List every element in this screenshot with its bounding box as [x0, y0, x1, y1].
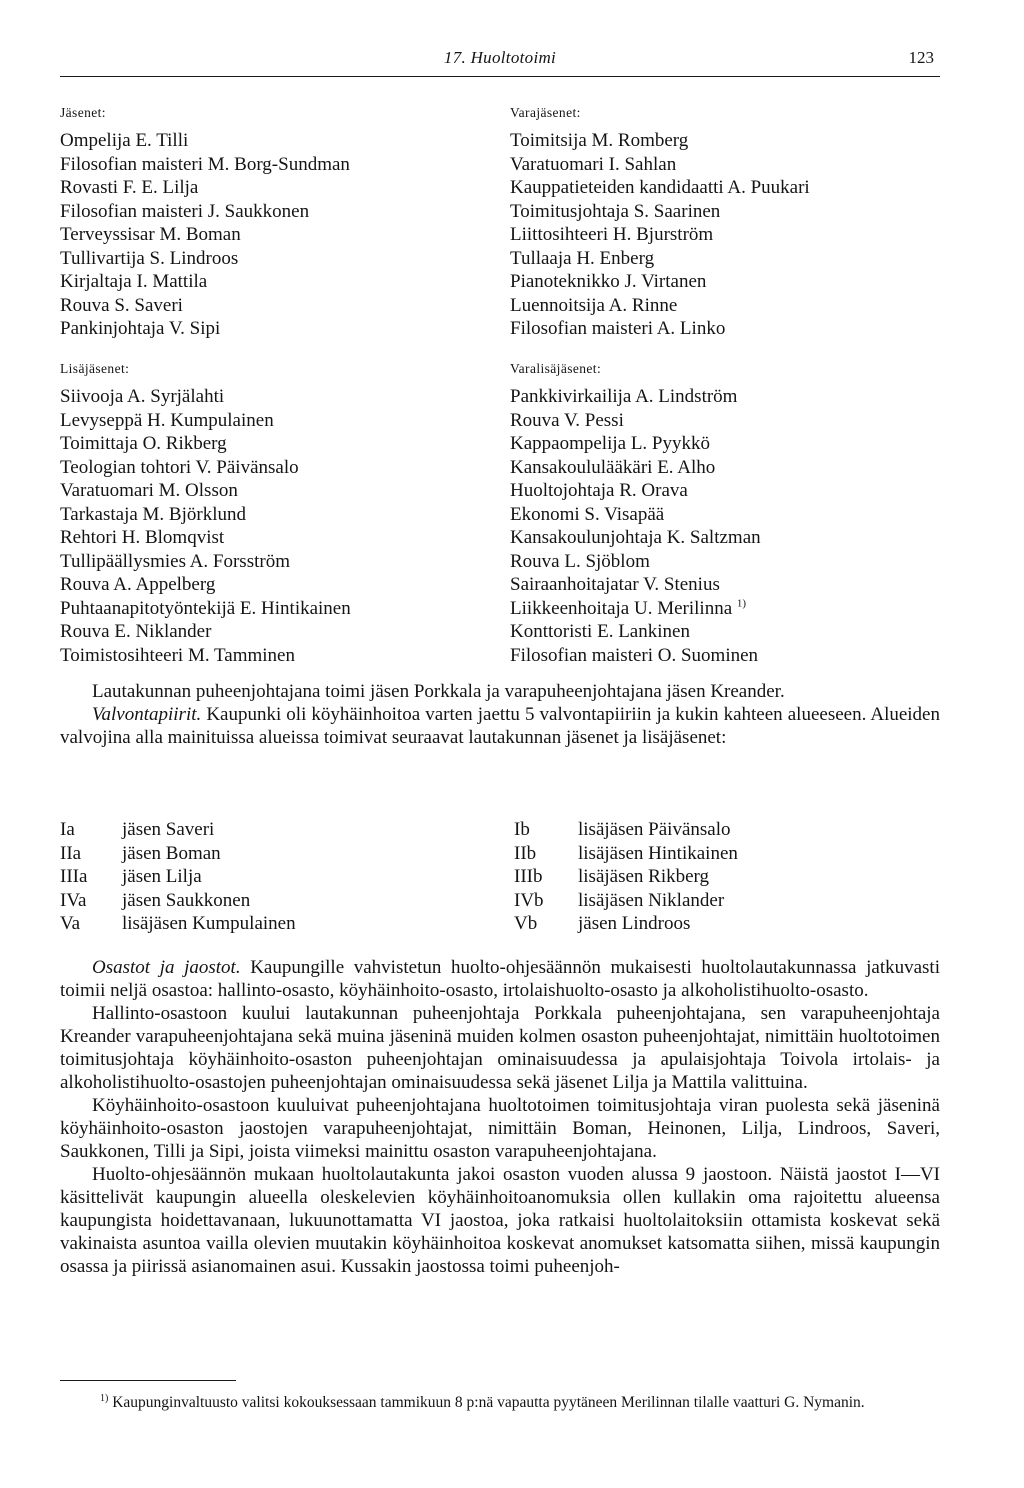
additional-members-list: [60, 360, 510, 667]
role-cell: jäsen Lilja: [122, 866, 202, 887]
list-item: Liittosihteeri H. Bjurström: [510, 224, 714, 245]
list-item: Filosofian maisteri A. Linko: [510, 318, 726, 339]
list-item: Pankkivirkailija A. Lindström: [510, 386, 738, 407]
list-item: Kansakoulunjohtaja K. Saltzman: [510, 527, 761, 548]
list-item: Tullaaja H. Enberg: [510, 247, 655, 269]
list-item: Varatuomari I. Sahlan: [510, 153, 677, 175]
list-item-text: Liikkeenhoitaja U. Merilinna: [510, 597, 733, 619]
sections-text: Kaupungille vahvistetun huolto-ohjesäännön mukaisesti huoltolautakunnassa jatkuvasti toimii neljä osastoa: hallinto-osasto, köyhäinhoito-osasto, irtolaishuolto-osasto ja alkoholistihuolto-osasto.: [60, 957, 940, 1001]
additional-members-heading: Lisäjäsenet:: [60, 361, 130, 376]
members-heading: Jäsenet:: [60, 105, 106, 120]
deputy-members-heading: Varajäsenet:: [510, 105, 581, 120]
role-cell: lisäjäsen Kumpulainen: [122, 913, 296, 934]
deputy-additional-members-heading: Varalisäjäsenet:: [510, 361, 602, 376]
area-cell: IIa: [60, 842, 82, 864]
list-item: Luennoitsija A. Rinne: [510, 294, 678, 316]
list-item: Varatuomari M. Olsson: [60, 480, 238, 501]
list-item: Kappaompelija L. Pyykkö: [510, 433, 710, 454]
header-rule: [60, 76, 940, 77]
role-cell: jäsen Lindroos: [578, 913, 691, 934]
deputy-additional-members-list: [510, 360, 960, 667]
list-item: Tullipäällysmies A. Forsström: [60, 550, 290, 572]
list-item: Kauppatieteiden kandidaatti A. Puukari: [510, 177, 810, 198]
list-item: Puhtaanapitotyöntekijä E. Hintikainen: [60, 597, 351, 619]
subsections-paragraph: Huolto-ohjesäännön mukaan huoltolautakunta jakoi osaston vuoden alussa 9 jaostoon. Näistä jaostot I—VI käsittelivät kaupungin alueella oleskelevien köyhäinhoitoanomuksia ollen kullakin oma rajoitettu alueensa kaupungista hoidettavanaan, lukuunottamatta VI jaostoa, joka ratkaisi huoltolaitoksiin ottamista koskevat sekä vakinaista asuntoa vailla olevien muutakin köyhäinhoitoa koskevat anomukset katsomatta siihen, missä kaupungin osassa ja piirissä asianomainen asui. Kussakin jaostossa toimi puheenjoh-: [60, 1164, 940, 1277]
sections-lead: Osastot ja jaostot.: [92, 957, 241, 978]
area-cell: Vb: [514, 913, 538, 934]
poor-relief-section-paragraph: Köyhäinhoito-osastoon kuuluivat puheenjohtajana huoltotoimen toimitusjohtaja viran puolesta sekä jäseninä köyhäinhoito-osaston jaostojen varapuheenjohtajat, nimittäin Boman, Heinonen, Lilja, Lindroos, Saveri, Saukkonen, Tilli ja Sipi, joista viimeksi mainittu osaston varapuheenjohtajana.: [60, 1095, 940, 1162]
list-item: Teologian tohtori V. Päivänsalo: [60, 456, 299, 478]
districts-table: [60, 818, 940, 936]
role-cell: lisäjäsen Hintikainen: [578, 842, 738, 864]
list-item: Levyseppä H. Kumpulainen: [60, 409, 274, 431]
list-item: Rovasti F. E. Lilja: [60, 177, 199, 198]
page-number: 123: [908, 48, 934, 67]
list-item: Rouva E. Niklander: [60, 621, 212, 642]
body-text: [60, 956, 940, 1278]
list-item: Ekonomi S. Visapää: [510, 503, 665, 525]
list-item: Sairaanhoitajatar V. Stenius: [510, 574, 720, 595]
footnote: [60, 1393, 940, 1413]
table-row: [60, 818, 940, 842]
list-item: Filosofian maisteri J. Saukkonen: [60, 200, 310, 222]
role-cell: jäsen Boman: [122, 842, 221, 864]
footnote-rule: [60, 1380, 236, 1381]
area-cell: IIIa: [60, 866, 88, 887]
list-item: Toimittaja O. Rikberg: [60, 433, 227, 454]
area-cell: IIb: [514, 842, 537, 864]
role-cell: jäsen Saveri: [122, 819, 215, 840]
districts-paragraph: [60, 703, 940, 749]
footnote-marker: 1): [100, 1392, 109, 1404]
sections-paragraph: [60, 956, 940, 1002]
list-item: Siivooja A. Syrjälahti: [60, 386, 225, 407]
list-item: Rehtori H. Blomqvist: [60, 527, 225, 548]
list-item: Rouva V. Pessi: [510, 409, 624, 431]
list-item: Toimistosihteeri M. Tamminen: [60, 644, 295, 666]
footnote-reference: 1): [736, 597, 747, 610]
list-item: Toimitusjohtaja S. Saarinen: [510, 200, 721, 222]
list-item: Filosofian maisteri O. Suominen: [510, 644, 759, 666]
area-cell: Ia: [60, 819, 75, 840]
table-row: [60, 912, 940, 936]
list-item: Rouva A. Appelberg: [60, 574, 216, 595]
list-item: Kirjaltaja I. Mattila: [60, 271, 208, 292]
table-row: [60, 842, 940, 866]
area-cell: IVb: [514, 889, 544, 911]
running-header: [60, 48, 940, 74]
list-item: Rouva S. Saveri: [60, 294, 183, 316]
role-cell: lisäjäsen Rikberg: [578, 866, 710, 887]
members-list: [60, 104, 510, 341]
area-cell: IIIb: [514, 866, 543, 887]
admin-section-paragraph: Hallinto-osastoon kuului lautakunnan puheenjohtaja Porkkala puheenjohtajana, sen varapuheenjohtaja Kreander varapuheenjohtajana sekä muina jäseninä muiden kolmen osaston puheenjohtajat, nimittäin huoltotoimen toimitusjohtaja köyhäinhoito-osaston puheenjohtajan ominaisuudessa ja apulaisjohtaja Toivola irtolais- ja alkoholistihuolto-osastojen puheenjohtajan ominaisuudessa sekä jäsenet Lilja ja Mattila valittuina.: [60, 1003, 940, 1093]
list-item: Tarkastaja M. Björklund: [60, 503, 246, 525]
list-item: Konttoristi E. Lankinen: [510, 621, 690, 642]
footnote-text: Kaupunginvaltuusto valitsi kokouksessaan tammikuun 8 p:nä vapautta pyytäneen Merilinnan tilalle vaatturi G. Nymanin.: [108, 1394, 865, 1411]
list-item: Ompelija E. Tilli: [60, 130, 189, 151]
list-item: Rouva L. Sjöblom: [510, 550, 650, 572]
list-item: Huoltojohtaja R. Orava: [510, 480, 688, 501]
role-cell: lisäjäsen Niklander: [578, 889, 725, 911]
role-cell: jäsen Saukkonen: [122, 889, 251, 911]
intro-text: [60, 680, 940, 749]
deputy-members-list: [510, 104, 960, 341]
table-row: [60, 865, 940, 889]
list-item: Terveyssisar M. Boman: [60, 224, 241, 245]
districts-text: Kaupunki oli köyhäinhoitoa varten jaettu 5 valvontapiiriin ja kukin kahteen alueeseen. Alueiden valvojina alla mainituissa alueissa toimivat seuraavat lautakunnan jäsenet ja lisäjäsenet:: [60, 704, 940, 748]
list-item: Kansakoululääkäri E. Alho: [510, 456, 716, 478]
chair-paragraph: Lautakunnan puheenjohtajana toimi jäsen Porkkala ja varapuheenjohtajana jäsen Kreander.: [92, 681, 785, 702]
list-item: Toimitsija M. Romberg: [510, 130, 689, 151]
table-row: [60, 889, 940, 913]
districts-lead: Valvontapiirit.: [92, 704, 202, 725]
area-cell: IVa: [60, 889, 87, 911]
area-cell: Va: [60, 913, 81, 934]
list-item: [510, 597, 960, 621]
chapter-title: 17. Huoltotoimi: [443, 48, 557, 67]
list-item: Tullivartija S. Lindroos: [60, 247, 239, 269]
list-item: Pianoteknikko J. Virtanen: [510, 271, 707, 292]
area-cell: Ib: [514, 819, 530, 840]
list-item: Pankinjohtaja V. Sipi: [60, 318, 221, 339]
role-cell: lisäjäsen Päivänsalo: [578, 819, 731, 840]
list-item: Filosofian maisteri M. Borg-Sundman: [60, 153, 350, 175]
